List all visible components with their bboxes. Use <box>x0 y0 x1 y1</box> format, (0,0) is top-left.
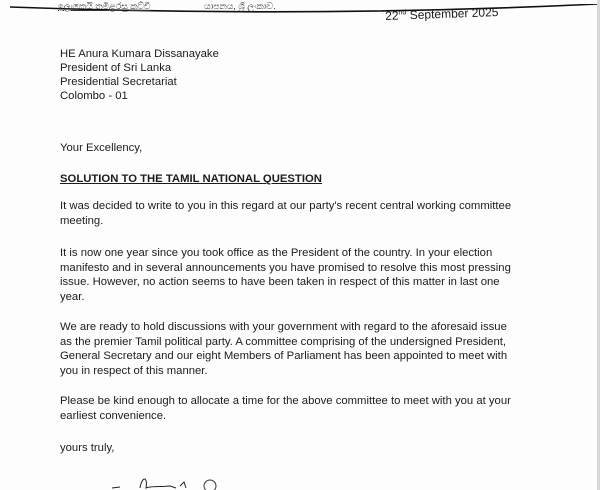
signature <box>110 474 230 490</box>
letterhead <box>8 1 600 12</box>
salutation: Your Excellency, <box>60 142 143 154</box>
recipient-line: HE Anura Kumara Dissanayake <box>60 48 219 60</box>
letterhead-org-name: ඉලංකෙයි තමිළරසු කට්චි <box>58 1 151 11</box>
recipient-line: President of Sri Lanka <box>60 62 172 74</box>
paragraph-3: We are ready to hold discussions with your government with regard to the aforesaid issue as the premier Tamil political party. A committee comprising of the undersigned President, General Secretary and our eight Members of Parliament has been appointed to meet with you in respect of this manner. <box>60 321 508 377</box>
paragraph-4: Please be kind enough to allocate a time for the above committee to meet with you at your earliest convenience. <box>60 395 511 422</box>
letterhead-address: යාපනය, ශ්‍රී ලංකාව. <box>204 1 276 11</box>
paragraph-2: It is now one year since you took office as the President of the country. In your election manifesto and in several announcements you have promised to resolve this most pressing issue. However, no action seems to have been taken in respect of this matter in last one year. <box>60 247 511 303</box>
recipient-line: Presidential Secretariat <box>60 76 177 88</box>
subject-heading: SOLUTION TO THE TAMIL NATIONAL QUESTION <box>60 173 322 185</box>
closing: yours truly, <box>60 442 115 454</box>
letter-date: 22nd September 2025 <box>385 5 499 23</box>
recipient-line: Colombo - 01 <box>60 90 128 102</box>
paragraph-1: It was decided to write to you in this regard at our party's recent central working committee meeting. <box>60 200 512 227</box>
